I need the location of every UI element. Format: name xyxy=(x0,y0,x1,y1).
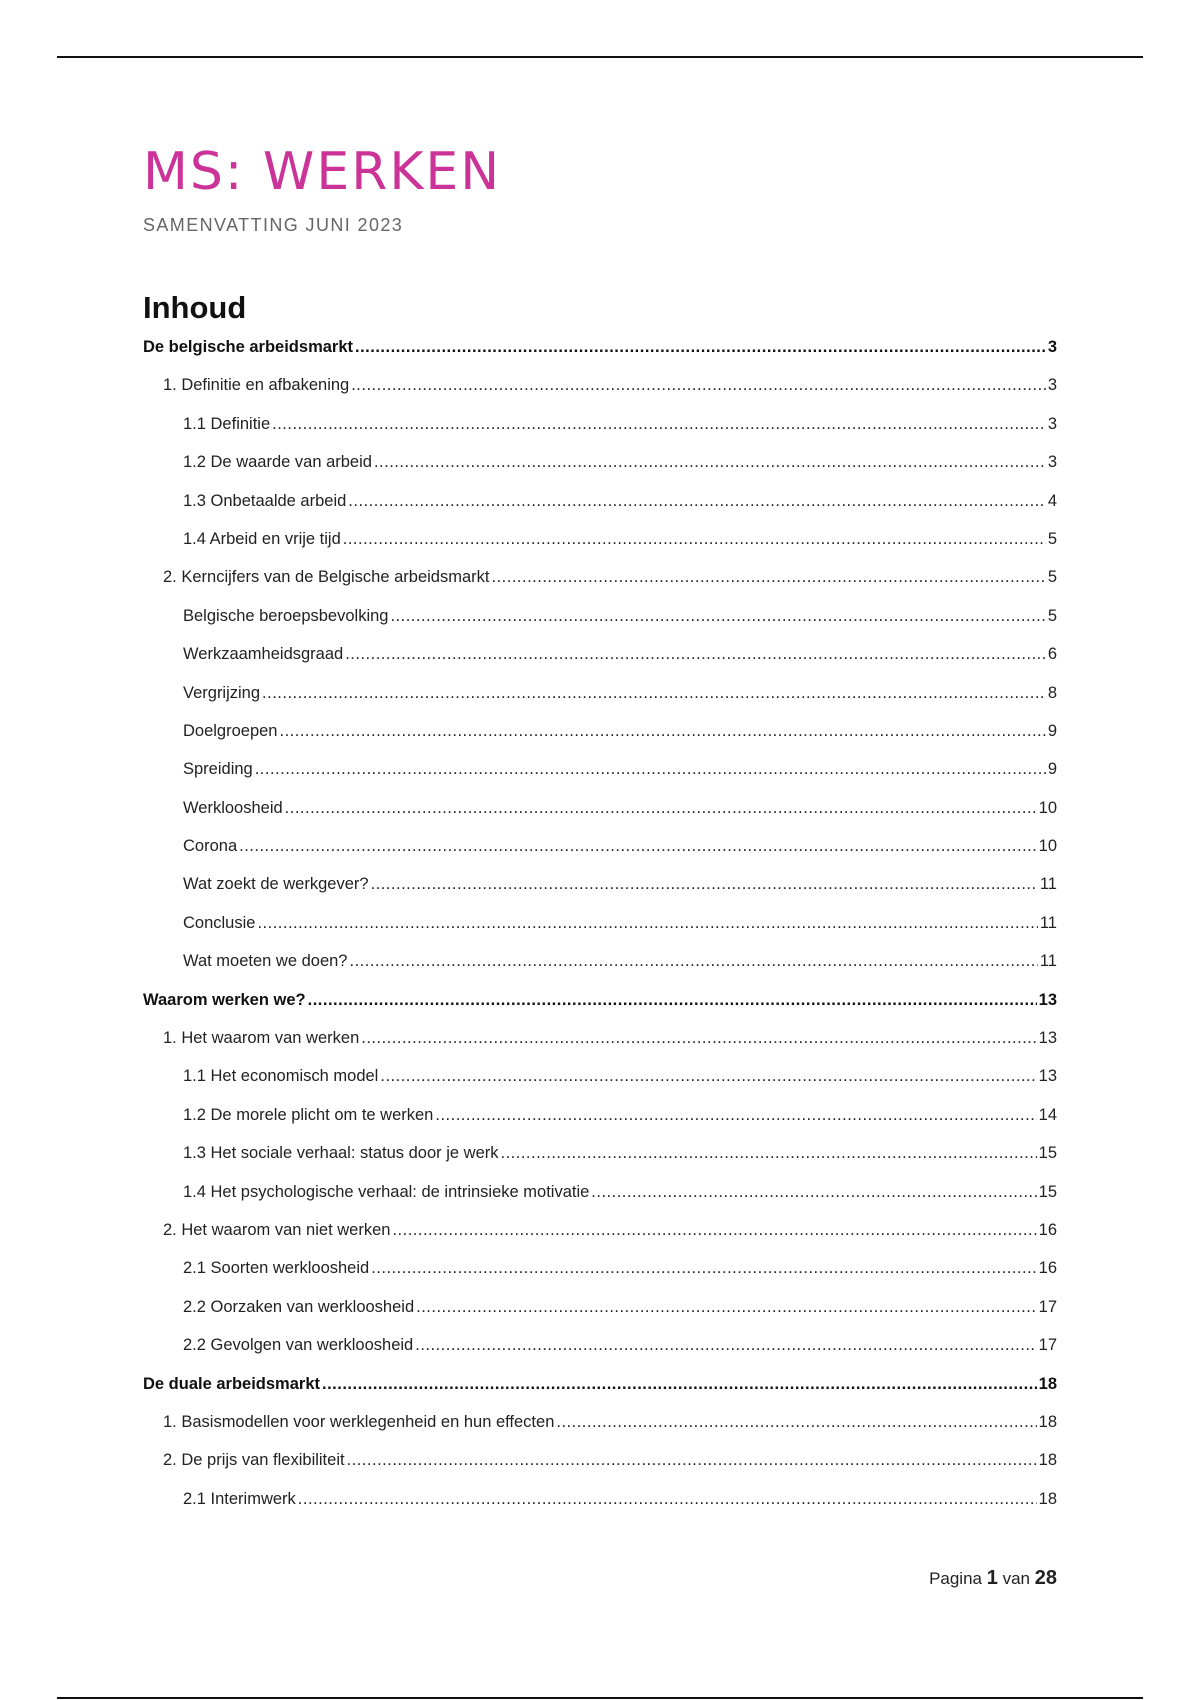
toc-entry[interactable] xyxy=(143,530,1057,568)
toc-entry-title[interactable]: 1. Basismodellen voor werklegenheid en hun effecten xyxy=(163,1412,555,1431)
toc-entry-page-number: 13 xyxy=(1038,1067,1057,1086)
toc-dot-leader xyxy=(308,991,1037,1010)
toc-heading: Inhoud xyxy=(143,290,247,325)
toc-dot-leader xyxy=(380,1067,1036,1086)
toc-entry-page-number: 18 xyxy=(1038,1489,1057,1508)
toc-entry[interactable] xyxy=(143,415,1057,453)
header-rule xyxy=(57,56,1143,58)
toc-dot-leader xyxy=(349,952,1037,971)
footer-prefix: Pagina xyxy=(929,1569,982,1588)
toc-entry-page-number: 15 xyxy=(1038,1182,1057,1201)
toc-entry[interactable] xyxy=(143,1144,1057,1182)
toc-entry-title[interactable]: 2. De prijs van flexibiliteit xyxy=(163,1451,345,1470)
toc-dot-leader xyxy=(345,645,1046,664)
toc-entry[interactable] xyxy=(143,1375,1057,1413)
toc-entry[interactable] xyxy=(143,453,1057,491)
toc-entry-page-number: 6 xyxy=(1047,645,1057,664)
document-subtitle: SAMENVATTING JUNI 2023 xyxy=(143,215,404,235)
toc-entry-page-number: 10 xyxy=(1038,837,1057,856)
toc-entry-title[interactable]: De duale arbeidsmarkt xyxy=(143,1374,320,1393)
toc-entry[interactable] xyxy=(143,376,1057,414)
footer-separator: van xyxy=(1002,1569,1031,1588)
toc-dot-leader xyxy=(415,1336,1036,1355)
toc-entry-title[interactable]: 1.3 Onbetaalde arbeid xyxy=(183,491,347,510)
toc-entry-title[interactable]: Belgische beroepsbevolking xyxy=(183,606,389,625)
toc-dot-leader xyxy=(298,1490,1037,1509)
toc-entry[interactable] xyxy=(143,1106,1057,1144)
toc-entry[interactable] xyxy=(143,760,1057,798)
toc-dot-leader xyxy=(392,1221,1036,1240)
toc-entry-title[interactable]: 2.2 Gevolgen van werkloosheid xyxy=(183,1336,414,1355)
toc-entry[interactable] xyxy=(143,607,1057,645)
toc-dot-leader xyxy=(347,1451,1037,1470)
toc-entry[interactable] xyxy=(143,875,1057,913)
toc-entry-title[interactable]: Corona xyxy=(183,837,238,856)
toc-entry-page-number: 5 xyxy=(1047,568,1057,587)
toc-entry-page-number: 16 xyxy=(1038,1220,1057,1239)
toc-entry-title[interactable]: Doelgroepen xyxy=(183,721,278,740)
toc-dot-leader xyxy=(371,1259,1036,1278)
document-title: MS: WERKEN xyxy=(143,142,502,202)
toc-entry-page-number: 5 xyxy=(1047,529,1057,548)
toc-dot-leader xyxy=(492,568,1046,587)
toc-entry-title[interactable]: 2.2 Oorzaken van werkloosheid xyxy=(183,1297,415,1316)
toc-entry[interactable] xyxy=(143,645,1057,683)
toc-dot-leader xyxy=(390,607,1045,626)
toc-entry[interactable] xyxy=(143,1259,1057,1297)
toc-entry[interactable] xyxy=(143,1298,1057,1336)
toc-entry-title[interactable]: 2.1 Interimwerk xyxy=(183,1489,296,1508)
toc-entry[interactable] xyxy=(143,1029,1057,1067)
toc-entry-page-number: 11 xyxy=(1039,913,1057,932)
toc-dot-leader xyxy=(262,684,1046,703)
toc-entry[interactable] xyxy=(143,1067,1057,1105)
toc-dot-leader xyxy=(355,338,1046,357)
toc-entry-page-number: 18 xyxy=(1038,1374,1057,1393)
toc-entry-page-number: 15 xyxy=(1038,1144,1057,1163)
toc-dot-leader xyxy=(285,799,1037,818)
toc-entry-page-number: 3 xyxy=(1047,453,1057,472)
table-of-contents xyxy=(143,338,1057,1528)
toc-entry-title[interactable]: 1. Definitie en afbakening xyxy=(163,376,350,395)
footer-current-page: 1 xyxy=(986,1567,998,1589)
toc-entry-title[interactable]: Werkloosheid xyxy=(183,798,283,817)
toc-entry-title[interactable]: 1.3 Het sociale verhaal: status door je werk xyxy=(183,1144,499,1163)
toc-entry-title[interactable]: Werkzaamheidsgraad xyxy=(183,645,344,664)
toc-dot-leader xyxy=(591,1183,1036,1202)
toc-entry[interactable] xyxy=(143,799,1057,837)
toc-entry-page-number: 17 xyxy=(1038,1297,1057,1316)
toc-dot-leader xyxy=(280,722,1046,741)
toc-entry-page-number: 11 xyxy=(1039,952,1057,971)
toc-entry-title[interactable]: Vergrijzing xyxy=(183,683,261,702)
toc-entry-page-number: 18 xyxy=(1038,1451,1057,1470)
page-footer xyxy=(929,1565,1057,1592)
toc-dot-leader xyxy=(348,492,1046,511)
toc-entry-title[interactable]: Wat zoekt de werkgever? xyxy=(183,875,369,894)
toc-entry-page-number: 3 xyxy=(1047,376,1057,395)
toc-entry[interactable] xyxy=(143,1183,1057,1221)
toc-entry[interactable] xyxy=(143,1490,1057,1528)
toc-entry-page-number: 3 xyxy=(1047,414,1057,433)
toc-entry[interactable] xyxy=(143,1451,1057,1489)
toc-dot-leader xyxy=(435,1106,1036,1125)
toc-dot-leader xyxy=(322,1375,1037,1394)
toc-entry-page-number: 9 xyxy=(1047,721,1057,740)
toc-entry-page-number: 11 xyxy=(1039,875,1057,894)
toc-entry-title[interactable]: De belgische arbeidsmarkt xyxy=(143,338,354,356)
toc-entry-title[interactable]: Waarom werken we? xyxy=(143,990,306,1009)
toc-entry[interactable] xyxy=(143,722,1057,760)
toc-dot-leader xyxy=(501,1144,1037,1163)
toc-dot-leader xyxy=(239,837,1037,856)
toc-entry[interactable] xyxy=(143,568,1057,606)
toc-entry[interactable] xyxy=(143,338,1057,376)
toc-dot-leader xyxy=(257,914,1037,933)
toc-entry[interactable] xyxy=(143,1221,1057,1259)
toc-entry-page-number: 16 xyxy=(1038,1259,1057,1278)
toc-entry-page-number: 17 xyxy=(1038,1336,1057,1355)
toc-dot-leader xyxy=(416,1298,1037,1317)
toc-entry-title[interactable]: 1.2 De waarde van arbeid xyxy=(183,453,372,472)
toc-entry-page-number: 5 xyxy=(1047,606,1057,625)
toc-dot-leader xyxy=(374,453,1046,472)
toc-entry-title[interactable]: 1.1 Het economisch model xyxy=(183,1067,379,1086)
toc-entry[interactable] xyxy=(143,1336,1057,1374)
toc-entry-page-number: 3 xyxy=(1047,338,1057,356)
toc-entry-title[interactable]: 2.1 Soorten werkloosheid xyxy=(183,1259,370,1278)
footer-total-pages: 28 xyxy=(1034,1567,1057,1589)
toc-entry-page-number: 10 xyxy=(1038,798,1057,817)
toc-entry[interactable] xyxy=(143,1413,1057,1451)
toc-dot-leader xyxy=(361,1029,1036,1048)
toc-entry-page-number: 4 xyxy=(1047,491,1057,510)
toc-entry-title[interactable]: Spreiding xyxy=(183,760,253,779)
toc-entry[interactable] xyxy=(143,837,1057,875)
toc-entry-title[interactable]: 2. Kerncijfers van de Belgische arbeidsmarkt xyxy=(163,568,490,587)
toc-entry[interactable] xyxy=(143,991,1057,1029)
toc-dot-leader xyxy=(556,1413,1036,1432)
toc-entry-page-number: 8 xyxy=(1047,683,1057,702)
toc-entry-page-number: 14 xyxy=(1038,1105,1057,1124)
toc-entry[interactable] xyxy=(143,914,1057,952)
toc-dot-leader xyxy=(371,875,1038,894)
toc-entry-title[interactable]: 1.1 Definitie xyxy=(183,414,271,433)
toc-entry-page-number: 9 xyxy=(1047,760,1057,779)
toc-entry-title[interactable]: 1. Het waarom van werken xyxy=(163,1029,360,1048)
toc-entry-page-number: 13 xyxy=(1038,990,1057,1009)
toc-dot-leader xyxy=(255,760,1046,779)
footer-rule xyxy=(57,1697,1143,1699)
toc-entry[interactable] xyxy=(143,684,1057,722)
toc-entry-page-number: 18 xyxy=(1038,1412,1057,1431)
toc-entry-title[interactable]: 1.4 Het psychologische verhaal: de intrinsieke motivatie xyxy=(183,1182,590,1201)
toc-entry-page-number: 13 xyxy=(1038,1029,1057,1048)
toc-dot-leader xyxy=(272,415,1046,434)
toc-entry-title[interactable]: Wat moeten we doen? xyxy=(183,952,348,971)
toc-entry-title[interactable]: 1.2 De morele plicht om te werken xyxy=(183,1105,434,1124)
toc-dot-leader xyxy=(351,376,1046,395)
toc-entry-title[interactable]: 2. Het waarom van niet werken xyxy=(163,1220,391,1239)
toc-entry[interactable] xyxy=(143,492,1057,530)
toc-entry[interactable] xyxy=(143,952,1057,990)
toc-dot-leader xyxy=(343,530,1046,549)
toc-entry-title[interactable]: Conclusie xyxy=(183,913,256,932)
toc-entry-title[interactable]: 1.4 Arbeid en vrije tijd xyxy=(183,529,341,548)
